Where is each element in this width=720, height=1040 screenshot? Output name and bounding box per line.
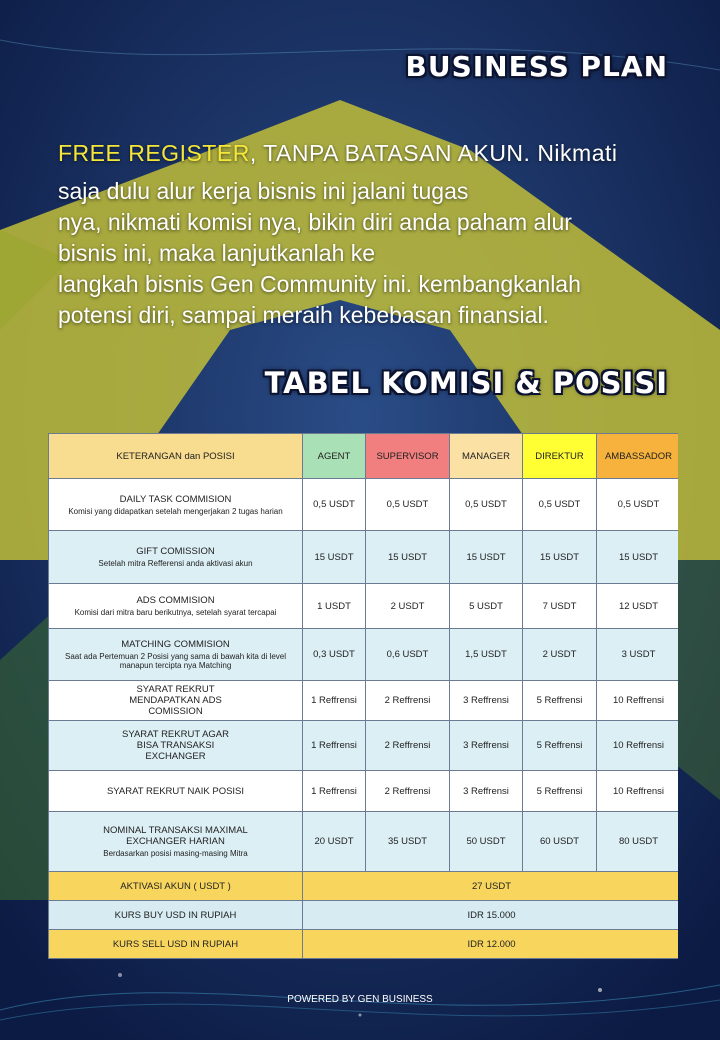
summary-value: IDR 12.000 [303, 930, 679, 959]
cell-supervisor: 2 USDT [366, 584, 450, 629]
cell-supervisor: 0,5 USDT [366, 479, 450, 531]
summary-value: 27 USDT [303, 872, 679, 901]
table-row [49, 721, 679, 771]
summary-row [49, 930, 679, 959]
cell-direktur: 5 Reffrensi [523, 681, 597, 721]
cell-direktur: 15 USDT [523, 531, 597, 584]
row-note: Berdasarkan posisi masing-masing Mitra [103, 849, 248, 858]
cell-ambassador: 0,5 USDT [597, 479, 679, 531]
row-title: ADS COMMISION [136, 595, 215, 606]
cell-ambassador: 10 Reffrensi [597, 771, 679, 812]
table-row [49, 479, 679, 531]
row-label [49, 584, 303, 629]
cell-direktur: 5 Reffrensi [523, 721, 597, 771]
summary-row [49, 872, 679, 901]
header-agent: AGENT [303, 434, 366, 479]
row-title: DAILY TASK COMMISION [119, 493, 232, 505]
cell-manager: 5 USDT [450, 584, 523, 629]
cell-agent: 0,5 USDT [303, 479, 366, 531]
summary-row [49, 901, 679, 930]
cell-manager: 3 Reffrensi [450, 721, 523, 771]
intro-line: langkah bisnis Gen Community ini. kembangkanlah [58, 271, 581, 297]
header-direktur: DIREKTUR [523, 434, 597, 479]
row-note: Saat ada Pertemuan 2 Posisi yang sama di bawah kita di level manapun tercipta nya Matching [64, 652, 286, 670]
summary-label: KURS SELL USD IN RUPIAH [49, 930, 303, 959]
cell-supervisor: 0,6 USDT [366, 629, 450, 681]
cell-direktur: 7 USDT [523, 584, 597, 629]
cell-agent: 1 Reffrensi [303, 681, 366, 721]
commission-table [48, 433, 678, 959]
free-register-highlight: FREE REGISTER [58, 140, 250, 166]
cell-manager: 3 Reffrensi [450, 771, 523, 812]
table-row [49, 531, 679, 584]
table-row [49, 681, 679, 721]
footer-text: POWERED BY GEN BUSINESS [287, 994, 433, 1005]
row-label [49, 812, 303, 872]
cell-agent: 0,3 USDT [303, 629, 366, 681]
row-label [49, 681, 303, 721]
cell-ambassador: 10 Reffrensi [597, 681, 679, 721]
row-label [49, 531, 303, 584]
row-label [49, 721, 303, 771]
cell-manager: 1,5 USDT [450, 629, 523, 681]
cell-manager: 0,5 USDT [450, 479, 523, 531]
table-row [49, 771, 679, 812]
row-label [49, 479, 303, 531]
cell-supervisor: 2 Reffrensi [366, 771, 450, 812]
cell-manager: 15 USDT [450, 531, 523, 584]
cell-direktur: 60 USDT [523, 812, 597, 872]
summary-label: AKTIVASI AKUN ( USDT ) [49, 872, 303, 901]
row-title: SYARAT REKRUT AGAR BISA TRANSAKSI EXCHANGER [122, 729, 229, 762]
cell-ambassador: 15 USDT [597, 531, 679, 584]
intro-line: bisnis ini, maka lanjutkanlah ke [58, 240, 376, 266]
header-manager: MANAGER [450, 434, 523, 479]
row-title: MATCHING COMMISION [121, 639, 230, 650]
cell-agent: 1 Reffrensi [303, 721, 366, 771]
cell-supervisor: 35 USDT [366, 812, 450, 872]
summary-label: KURS BUY USD IN RUPIAH [49, 901, 303, 930]
row-note: Komisi yang didapatkan setelah mengerjakan 2 tugas harian [68, 506, 283, 516]
table-row [49, 812, 679, 872]
section-title: TABEL KOMISI & POSISI [264, 366, 668, 400]
intro-line-1: , TANPA BATASAN AKUN. Nikmati [249, 140, 618, 166]
cell-direktur: 5 Reffrensi [523, 771, 597, 812]
header-ambassador: AMBASSADOR [597, 434, 679, 479]
row-title: NOMINAL TRANSAKSI MAXIMAL EXCHANGER HARIAN [103, 825, 248, 847]
intro-paragraph [58, 176, 668, 331]
intro-line: potensi diri, sampai meraih kebebasan finansial. [58, 302, 549, 328]
intro-first-line [58, 138, 668, 169]
table-row [49, 584, 679, 629]
cell-supervisor: 2 Reffrensi [366, 721, 450, 771]
row-title: SYARAT REKRUT MENDAPATKAN ADS COMISSION [129, 684, 222, 717]
cell-ambassador: 80 USDT [597, 812, 679, 872]
commission-table-wrapper [48, 433, 678, 960]
row-title: SYARAT REKRUT NAIK POSISI [106, 785, 245, 797]
header-keterangan: KETERANGAN dan POSISI [49, 434, 303, 479]
cell-agent: 1 Reffrensi [303, 771, 366, 812]
cell-direktur: 2 USDT [523, 629, 597, 681]
cell-ambassador: 10 Reffrensi [597, 721, 679, 771]
header-supervisor: SUPERVISOR [366, 434, 450, 479]
cell-agent: 20 USDT [303, 812, 366, 872]
cell-manager: 50 USDT [450, 812, 523, 872]
cell-agent: 1 USDT [303, 584, 366, 629]
cell-agent: 15 USDT [303, 531, 366, 584]
cell-ambassador: 12 USDT [597, 584, 679, 629]
intro-line: nya, nikmati komisi nya, bikin diri anda paham alur [58, 209, 572, 235]
row-note: Setelah mitra Refferensi anda aktivasi akun [98, 559, 253, 568]
table-row [49, 629, 679, 681]
row-note: Komisi dari mitra baru berikutnya, setelah syarat tercapai [74, 608, 277, 617]
page-title: BUSINESS PLAN [405, 50, 668, 83]
row-title: GIFT COMISSION [136, 546, 215, 557]
cell-supervisor: 2 Reffrensi [366, 681, 450, 721]
cell-direktur: 0,5 USDT [523, 479, 597, 531]
table-header-row [49, 434, 679, 479]
row-label [49, 771, 303, 812]
cell-manager: 3 Reffrensi [450, 681, 523, 721]
row-label [49, 629, 303, 681]
summary-value: IDR 15.000 [303, 901, 679, 930]
cell-ambassador: 3 USDT [597, 629, 679, 681]
cell-supervisor: 15 USDT [366, 531, 450, 584]
intro-line: saja dulu alur kerja bisnis ini jalani tugas [58, 178, 469, 204]
